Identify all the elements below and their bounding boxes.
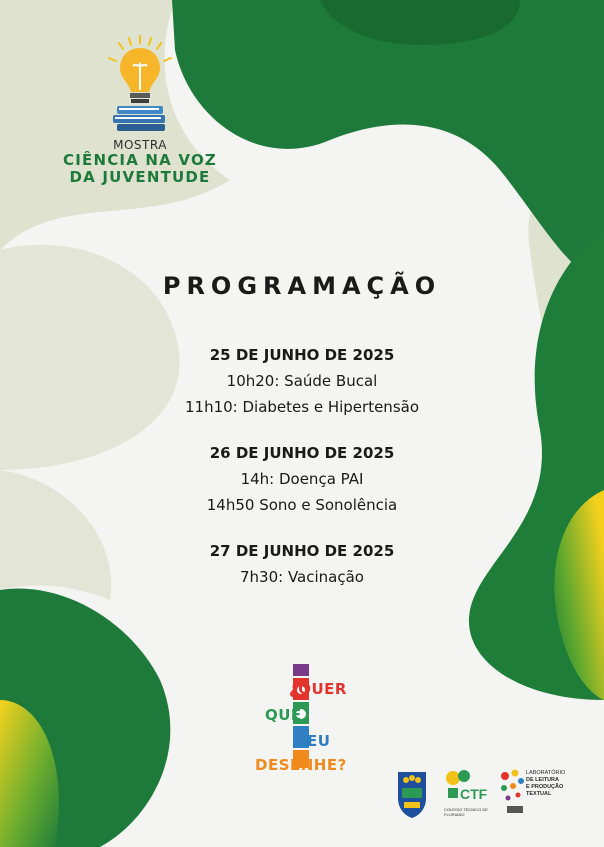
schedule [0,345,604,613]
schedule-date: 25 DE JUNHO DE 2025 [209,346,395,364]
juventude-label: DA JUVENTUDE [69,168,211,186]
schedule-event: 14h: Doença PAI [240,470,364,488]
schedule-date: 26 DE JUNHO DE 2025 [209,444,395,462]
ufpi-logo [392,768,432,823]
lab-line1: LABORATÓRIO [526,770,566,776]
schedule-day [0,345,604,417]
schedule-event: 14h50 Sono e Sonolência [206,496,398,514]
puzzle-word-que: QUE [265,706,302,724]
mostra-logo [40,34,240,186]
schedule-event: 7h30: Vacinação [240,568,364,586]
lab-line3: E PRODUÇÃO [526,784,564,790]
schedule-day [0,443,604,515]
ctf-text: CTF [460,786,488,802]
puzzle-word-quer: ¿QUER [289,680,347,698]
lab-line2: DE LEITURA [526,777,559,783]
quer-que-eu-desenhe-logo [255,660,365,780]
ctf-subtitle: COLÉGIO TÉCNICO DE FLORIANO [444,807,488,817]
page-title: PROGRAMAÇÃO [162,272,442,300]
lab-line4: TEXTUAL [526,791,552,797]
ctf-emblem-icon [444,768,489,802]
university-crest-icon [392,768,432,820]
schedule-event: 11h10: Diabetes e Hipertensão [184,398,420,416]
ctf-logo [444,768,489,823]
lightbulb-books-icon [105,34,175,134]
mostra-label: MOSTRA [113,138,167,152]
schedule-day [0,541,604,587]
lab-dots-icon [498,768,528,818]
puzzle-word-desenhe: DESENHE? [255,756,347,774]
schedule-event: 10h20: Saúde Bucal [226,372,378,390]
laboratorio-logo [498,768,564,823]
schedule-date: 27 DE JUNHO DE 2025 [209,542,395,560]
puzzle-word-eu: EU [307,732,331,750]
ciencia-label: CIÊNCIA NA VOZ [63,151,217,169]
